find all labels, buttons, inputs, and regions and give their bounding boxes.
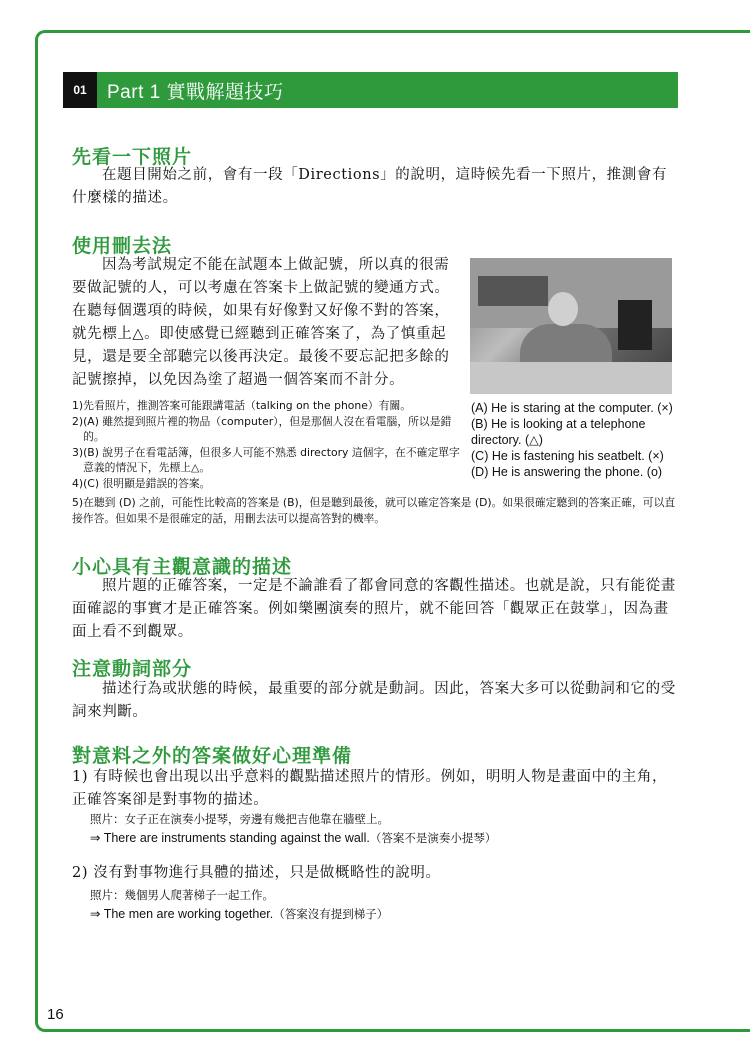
header-title: Part 1 實戰解題技巧 — [107, 81, 284, 103]
heading-verbs: 注意動詞部分 — [72, 658, 193, 680]
example-block — [90, 886, 690, 924]
answer-options — [471, 400, 686, 480]
paragraph-elimination: 因為考試規定不能在試題本上做記號，所以真的很需要做記號的人，可以考慮在答案卡上做記號的變通方式。在聽每個選項的時候，如果有好像對又好像不對的答案，就先標上△。即使感覺已經聽到正確答案了，為了慎重起見，還是要全部聽完以後再決定。最後不要忘記把多餘的記號擦掉，以免因為塗了超過一個答案而不計分。 — [72, 257, 450, 388]
example-answer: ⇒ The men are working together.（答案沒有提到梯子） — [90, 907, 389, 921]
page-number: 16 — [47, 1006, 64, 1023]
option-a: (A) He is staring at the computer. (×) — [471, 401, 673, 415]
paragraph-verbs: 描述行為或狀態的時候，最重要的部分就是動詞。因此，答案大多可以從動詞和它的受詞來判斷。 — [72, 681, 676, 720]
note-item: 1) 先看照片，推測答案可能跟講電話（talking on the phone）有關。 — [72, 399, 412, 412]
section-header — [63, 72, 678, 108]
note-item: 5)在聽到 (D) 之前，可能性比較高的答案是 (B)，但是聽到最後，就可以確定答案是 (D)。如果很確定聽到的答案正確，可以直接作答。但如果不是很確定的話，用刪去法可以提高答對的機率。 — [72, 496, 676, 525]
explanation-notes — [72, 398, 462, 491]
heading-unexpected: 對意料之外的答案做好心理準備 — [72, 745, 353, 767]
note-item: 2) (A) 雖然提到照片裡的物品（computer），但是那個人沒在看電腦，所以是錯的。 — [72, 414, 452, 443]
example-photo-desc: 照片：女子正在演奏小提琴，旁邊有幾把吉他靠在牆壁上。 — [90, 812, 389, 826]
heading-elimination: 使用刪去法 — [72, 235, 173, 257]
heading-subjective: 小心具有主觀意識的描述 — [72, 556, 293, 578]
paragraph-look-photo: 在題目開始之前，會有一段「Directions」的說明，這時候先看一下照片，推測會有什麼樣的描述。 — [72, 167, 668, 206]
example-photo-desc: 照片：幾個男人爬著梯子一起工作。 — [90, 888, 274, 902]
list-item: 1) 有時候也會出現以出乎意料的觀點描述照片的情形。例如，明明人物是畫面中的主角，正確答案卻是對事物的描述。 — [72, 769, 668, 808]
header-number: 01 — [63, 72, 97, 108]
paragraph-subjective: 照片題的正確答案，一定是不論誰看了都會同意的客觀性描述。也就是說，只有能從畫面確認的事實才是正確答案。例如樂團演奏的照片，就不能回答「觀眾正在鼓掌」，因為畫面上看不到觀眾。 — [72, 578, 676, 640]
note-item: 3) (B) 說男子在看電話簿，但很多人可能不熟悉 directory 這個字，在不確定單字意義的情況下，先標上△。 — [72, 445, 460, 474]
example-photo — [470, 258, 672, 394]
example-answer: ⇒ There are instruments standing against the wall.（答案不是演奏小提琴） — [90, 831, 497, 845]
list-item: 2) 沒有對事物進行具體的描述，只是做概略性的說明。 — [72, 865, 441, 881]
option-c: (C) He is fastening his seatbelt. (×) — [471, 449, 664, 463]
option-d: (D) He is answering the phone. (o) — [471, 465, 663, 479]
note-item: 4) (C) 很明顯是錯誤的答案。 — [72, 476, 211, 490]
example-block — [90, 810, 690, 848]
option-b: (B) He is looking at a telephone directory. (△) — [471, 417, 646, 447]
heading-look-photo: 先看一下照片 — [72, 146, 193, 168]
